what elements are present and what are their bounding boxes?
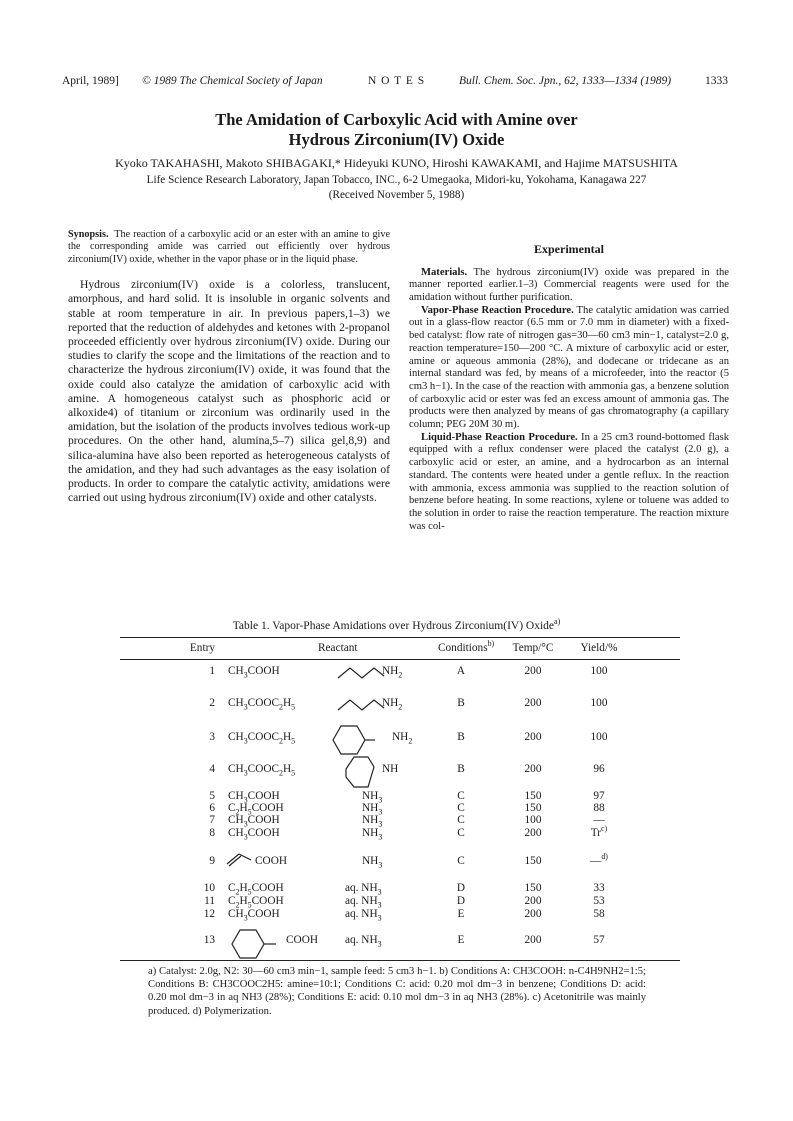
cell-conditions: C [457,827,465,839]
cell-conditions: B [457,731,465,743]
cell-entry: 1 [209,665,215,677]
th-temp: Temp/°C [512,642,554,654]
vinyl-group-structure [225,850,255,868]
cell-yield: 33 [593,882,605,894]
cell-conditions: E [457,934,465,946]
table-row [120,934,680,950]
liquid-paragraph [409,432,729,534]
cell-conditions: B [457,763,465,775]
cell-entry: 9 [209,855,215,867]
th-conditions-note: b) [487,639,495,649]
cell-entry: 8 [209,827,215,839]
header-journal: Bull. Chem. Soc. Jpn., 62, 1333—1334 (1989) [459,75,672,87]
header-section: N O T E S [368,75,426,87]
cell-entry: 4 [209,763,215,775]
cell-yield: —$^{d)}$ [590,852,608,867]
cell-conditions: B [457,697,465,709]
cell-entry: 10 [203,882,215,894]
cell-entry: 7 [209,814,215,826]
vapor-text: The catalytic amidation was carried out in a glass-flow reactor (6.5 mm or 7.0 mm in diameter) with a fixed-bed catalyst: flow rate of nitrogen gas=30—60 cm3 min−1, catalyst=2.0 g, reaction temperature=150—200 °C. A mixture of carboxylic acid or ester, amine or aqueous ammonia (28%), and dodecane or tridecane as an internal standard was fed, by means of a microfeeder, into the reactor (5 cm3 h−1). In the case of the reaction with ammonia gas, a benzene solution of carboxylic acid or ester was fed an excess amount of ammonia gas. The products were then analyzed by means of gas chromatography (a capillary column; PEG 20M 30 m). [409,304,729,431]
cell-reactant-1: $CH_3COOH$ [228,665,280,680]
cell-yield-note: c) [601,824,608,834]
cell-reactant-2: aq. $NH_3$ [345,895,382,910]
cell-temperature: 200 [524,908,542,920]
cell-temperature: 200 [524,934,542,946]
cell-yield: 100 [590,731,608,743]
vapor-label: Vapor-Phase Reaction Procedure. [421,304,574,316]
intro-paragraph: Hydrous zirconium(IV) oxide is a colorless, translucent, amorphous, and hard solid. It is insoluble in organic solvents and stable at room temperature in air. In previous papers,1–3) we reported that the reduction of aldehydes and ketones with 2-propanol proceeded efficiently over hydrous zirconium(IV) oxide. During our studies to clarify the scope and the limitations of the reaction and to characterize the hydrous zirconium(IV) oxide, it was found that the oxide could also catalyze the amidation of carboxylic acid with amine. A homogeneous catalyst such as phosphoric acid or alkoxide4) of titanium or zirconium was ordinarily used in the amidation, but the isolation of the products involves tedious work-up procedures. On the other hand, alumina,5–7) silica gel,8,9) and silica-alumina have also been reported as heterogeneous catalysts of the amidation, and they had such advantages as the easy isolation of products. In order to compare the catalytic activity, amidations were carried out using hydrous zirconium(IV) oxide and other catalysts. [68,278,390,505]
cell-entry: 13 [203,934,215,946]
materials-paragraph [409,267,729,305]
materials-text: The hydrous zirconium(IV) oxide was prepared in the manner reported earlier.1–3) Commercial reagents were used for the amidation without further purification. [409,266,729,303]
table-header-row [120,639,680,658]
table-caption-note: a) [554,617,561,627]
table-caption [0,617,793,632]
butyl-chain-structure-1 [330,660,410,690]
cell-entry: 6 [209,802,215,814]
piperidine-ring-structure [340,755,380,791]
cell-reactant-1: $CH_3COOH$ [228,908,280,923]
cell-reactant-2: aq. $NH_3$ [345,908,382,923]
cell-yield: 100 [590,665,608,677]
cell-yield: Tr$^{c)}$ [590,824,608,839]
affiliation: Life Science Research Laboratory, Japan Tobacco, INC., 6-2 Umegaoka, Midori-ku, Yokohama, Kanagawa 227 [146,174,647,186]
cell-temperature: 200 [524,895,542,907]
header-page: 1333 [705,75,728,87]
cell-conditions: C [457,802,465,814]
header-date: April, 1989] [62,75,119,87]
cell-temperature: 150 [524,882,542,894]
cell-yield: 88 [593,802,605,814]
article-title [0,110,793,150]
th-entry: Entry [189,642,215,654]
cell-reactant-1: $C_2H_5COOH$ [228,882,284,897]
cell-conditions: E [457,908,465,920]
table-row [120,852,680,871]
cell-temperature: 200 [524,827,542,839]
header-copyright: © 1989 The Chemical Society of Japan [142,75,323,87]
cell-reactant-2: $NH_3$ [362,814,383,829]
synopsis [68,229,390,266]
cell-conditions: C [457,855,465,867]
liquid-text: In a 25 cm3 round-bottomed flask equipped with a reflux condenser were placed the catalyst (2.0 g), a carboxylic acid or ester, an amine, and a hydrocarbon as an internal standard. The contents were heated under a gentle reflux. In the reaction with ammonia, excess ammonia was supplied to the reaction solution of benzene before heating. In some reactions, xylene or toluene was added to the solution in order to raise the reaction temperature. The reaction mixture was col- [409,431,729,532]
liquid-label: Liquid-Phase Reaction Procedure. [421,431,578,443]
synopsis-label: Synopsis. [68,229,109,240]
cell-entry: 2 [209,697,215,709]
cell-temperature: 200 [524,697,542,709]
cell-conditions: A [456,665,466,677]
butyl-chain-structure-2 [330,692,410,722]
cell-reactant-2: $NH_3$ [362,827,383,842]
cell-reactant-2: $NH_2$ [382,697,403,712]
cell-reactant-2: $NH_2$ [382,665,403,680]
th-conditions [438,639,495,654]
cell-conditions: C [457,814,465,826]
cell-entry: 3 [209,731,215,743]
right-column [409,243,729,533]
cell-conditions: D [456,882,466,894]
title-line-2: Hydrous Zirconium(IV) Oxide [288,130,505,149]
synopsis-text: The reaction of a carboxylic acid or an ester with an amine to give the corresponding amide was carried out efficiently over hydrous zirconium(IV) oxide, whether in the vapor phase or in the liquid phase. [68,229,390,265]
cell-reactant-1: $C_2H_5COOH$ [228,895,284,910]
materials-label: Materials. [421,266,468,278]
cell-reactant-1: $CH_3COOH$ [228,814,280,829]
cell-temperature: 150 [524,855,542,867]
cell-entry: 11 [204,895,215,907]
cell-reactant-2: $NH_2$ [392,731,413,746]
cell-yield: — [593,814,605,826]
cell-yield: 57 [593,934,605,946]
left-column [68,229,390,505]
th-conditions-text: Conditions [438,642,488,654]
cell-yield: 97 [593,790,605,802]
cell-reactant-2: $NH_3$ [362,802,383,817]
cell-reactant-1: $CH_3COOC_2H_5$ [228,731,296,746]
experimental-heading: Experimental [534,242,604,256]
cell-conditions: C [457,790,465,802]
cell-entry: 12 [203,908,215,920]
cell-reactant-2: NH [382,763,399,775]
th-yield: Yield/% [580,642,618,654]
cell-reactant-1: $CH_3COOH$ [228,790,280,805]
vapor-paragraph [409,305,729,432]
cell-temperature: 200 [524,665,542,677]
cell-reactant-2: aq. $NH_3$ [345,882,382,897]
cell-reactant-1: $C_2H_5COOH$ [228,802,284,817]
cyclohexyl-ring-structure [325,722,385,758]
cell-reactant-1: COOH [286,934,319,946]
running-header [62,75,732,91]
cell-yield: 58 [593,908,605,920]
cell-reactant-2: $NH_3$ [362,855,383,870]
cell-reactant-1: $CH_3COOH$ [228,827,280,842]
table-row [120,763,680,779]
th-reactant: Reactant [318,642,358,654]
cell-yield: 96 [593,763,605,775]
cell-conditions: D [456,895,466,907]
table-row [120,824,680,843]
cyclohexane-ring-structure [228,926,288,962]
table-row [120,908,680,924]
cell-reactant-2: $NH_3$ [362,790,383,805]
author-list: Kyoko TAKAHASHI, Makoto SHIBAGAKI,* Hideyuki KUNO, Hiroshi KAWAKAMI, and Hajime MATSUSHITA [115,156,678,170]
table-bottom-rule [120,960,680,961]
cell-temperature: 200 [524,731,542,743]
cell-reactant-2: aq. $NH_3$ [345,934,382,949]
table-row [120,731,680,747]
table-caption-text: Table 1. Vapor-Phase Amidations over Hydrous Zirconium(IV) Oxide [232,620,555,632]
title-line-1: The Amidation of Carboxylic Acid with Amine over [215,110,578,129]
cell-yield-note: d) [601,852,608,862]
table-footnotes: a) Catalyst: 2.0g, N2: 30—60 cm3 min−1, sample feed: 5 cm3 h−1. b) Conditions A: CH3COOH: n-C4H9NH2=1:5; Conditions B: CH3COOC2H5: amine=10:1; Conditions C: acid: 0.20 mol dm−3 in benzene; Conditions D: acid: 0.20 mol dm−3 in aq NH3 (28%); Conditions E: acid: 0.10 mol dm−3 in aq NH3 (28%). c) Acetonitrile was mainly produced. d) Polymerization. [148,966,646,1017]
cell-reactant-1: COOH [255,855,288,867]
cell-entry: 5 [209,790,215,802]
cell-temperature: 150 [524,790,542,802]
cell-reactant-1: $CH_3COOC_2H_5$ [228,697,296,712]
cell-temperature: 200 [524,763,542,775]
cell-temperature: 150 [524,802,542,814]
cell-temperature: 100 [524,814,542,826]
received-date: (Received November 5, 1988) [328,189,465,201]
cell-yield: 100 [590,697,608,709]
cell-reactant-1: $CH_3COOC_2H_5$ [228,763,296,778]
table-top-rule [120,637,680,638]
cell-yield: 53 [593,895,605,907]
